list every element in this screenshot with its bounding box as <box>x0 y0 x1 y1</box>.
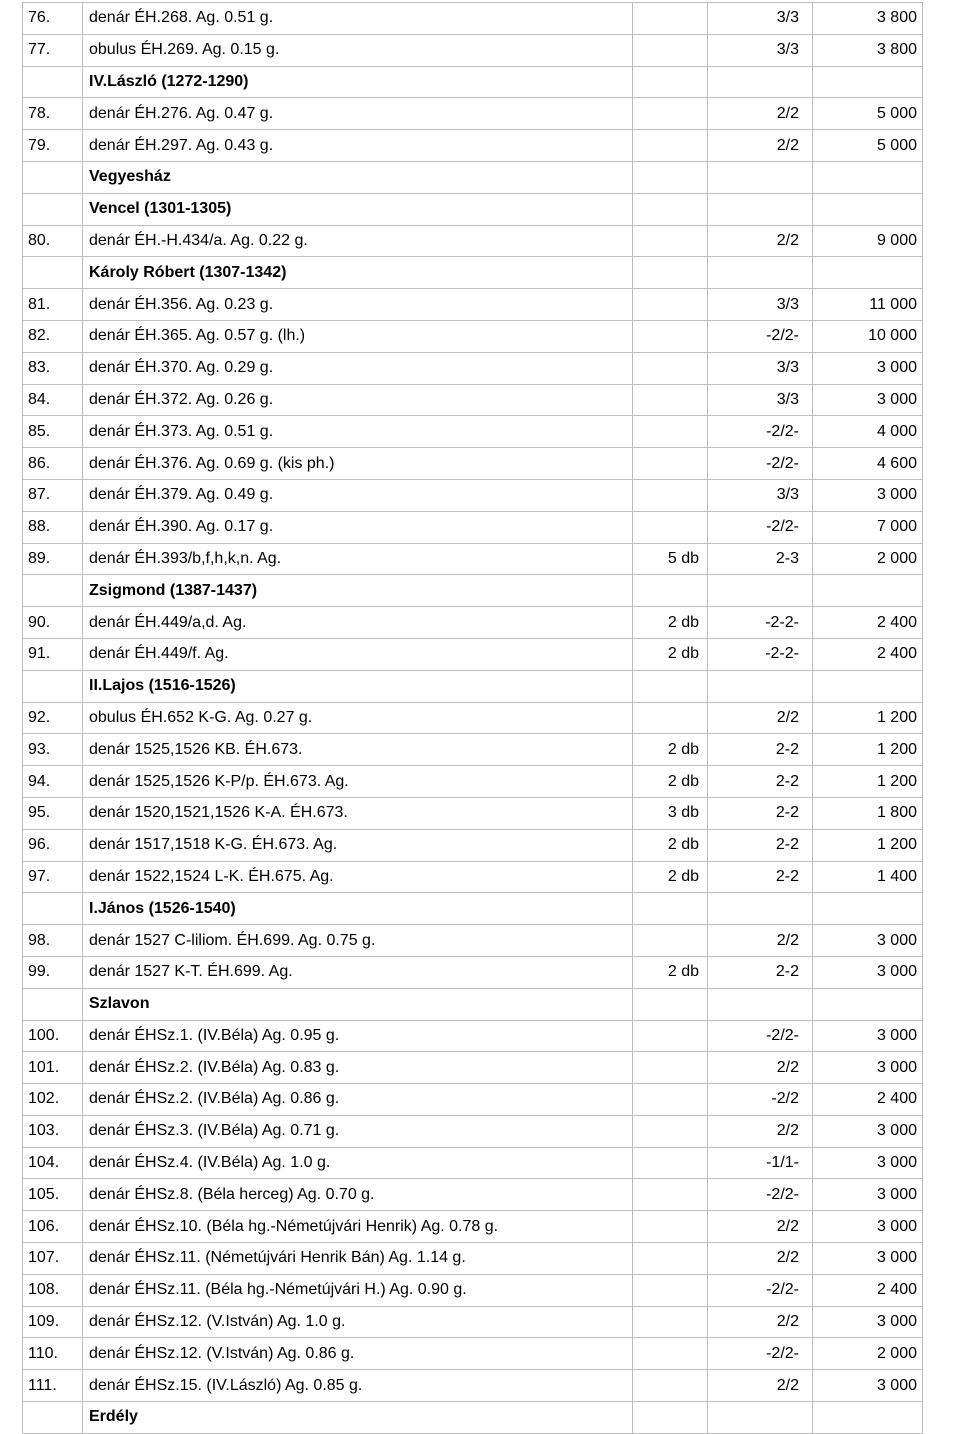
item-grade: -1/1- <box>708 1147 813 1179</box>
item-number: 104. <box>23 1147 83 1179</box>
item-quantity <box>633 416 708 448</box>
item-number: 107. <box>23 1243 83 1275</box>
item-description: obulus ÉH.269. Ag. 0.15 g. <box>83 34 633 66</box>
price-cell <box>813 575 923 607</box>
item-price: 3 000 <box>813 1147 923 1179</box>
section-title: Erdély <box>83 1402 633 1434</box>
item-quantity: 2 db <box>633 734 708 766</box>
item-grade: 2-2 <box>708 766 813 798</box>
table-row <box>23 130 923 162</box>
item-grade: 2/2 <box>708 1211 813 1243</box>
item-quantity: 2 db <box>633 956 708 988</box>
item-price: 2 000 <box>813 543 923 575</box>
table-row <box>23 34 923 66</box>
section-header-row <box>23 575 923 607</box>
item-description: denár ÉH.376. Ag. 0.69 g. (kis ph.) <box>83 448 633 480</box>
qty-cell <box>633 161 708 193</box>
section-title: Károly Róbert (1307-1342) <box>83 257 633 289</box>
section-title: II.Lajos (1516-1526) <box>83 670 633 702</box>
item-description: denár 1520,1521,1526 K-A. ÉH.673. <box>83 797 633 829</box>
table-row <box>23 543 923 575</box>
qty-cell <box>633 893 708 925</box>
item-price: 2 400 <box>813 607 923 639</box>
item-quantity: 2 db <box>633 861 708 893</box>
item-description: denár ÉHSz.2. (IV.Béla) Ag. 0.86 g. <box>83 1084 633 1116</box>
item-quantity <box>633 289 708 321</box>
grade-cell <box>708 893 813 925</box>
table-row <box>23 638 923 670</box>
table-row <box>23 1147 923 1179</box>
item-description: denár ÉHSz.15. (IV.László) Ag. 0.85 g. <box>83 1370 633 1402</box>
item-quantity <box>633 98 708 130</box>
item-quantity <box>633 1243 708 1275</box>
item-grade: 3/3 <box>708 34 813 66</box>
item-quantity <box>633 34 708 66</box>
item-grade: 2/2 <box>708 702 813 734</box>
item-grade: 2/2 <box>708 1306 813 1338</box>
table-row <box>23 1179 923 1211</box>
item-description: denár ÉHSz.8. (Béla herceg) Ag. 0.70 g. <box>83 1179 633 1211</box>
table-body <box>23 3 923 1434</box>
price-cell <box>813 670 923 702</box>
item-grade: 2/2 <box>708 1370 813 1402</box>
item-price: 1 200 <box>813 766 923 798</box>
item-quantity <box>633 1179 708 1211</box>
item-number: 95. <box>23 797 83 829</box>
item-price: 3 000 <box>813 1370 923 1402</box>
item-description: denár ÉHSz.4. (IV.Béla) Ag. 1.0 g. <box>83 1147 633 1179</box>
item-quantity <box>633 1338 708 1370</box>
item-price: 5 000 <box>813 130 923 162</box>
item-grade: -2/2- <box>708 1274 813 1306</box>
item-grade: 2-2 <box>708 956 813 988</box>
table-row <box>23 511 923 543</box>
table-row <box>23 1370 923 1402</box>
section-header-row <box>23 893 923 925</box>
item-number: 88. <box>23 511 83 543</box>
item-price: 3 800 <box>813 34 923 66</box>
item-quantity <box>633 1052 708 1084</box>
item-quantity <box>633 130 708 162</box>
item-price: 3 000 <box>813 1211 923 1243</box>
table-row <box>23 416 923 448</box>
section-title: IV.László (1272-1290) <box>83 66 633 98</box>
section-header-row <box>23 66 923 98</box>
num-cell <box>23 66 83 98</box>
item-grade: 2-2 <box>708 861 813 893</box>
item-grade: 2/2 <box>708 225 813 257</box>
item-grade: -2/2- <box>708 320 813 352</box>
num-cell <box>23 575 83 607</box>
item-number: 84. <box>23 384 83 416</box>
item-number: 85. <box>23 416 83 448</box>
item-quantity <box>633 320 708 352</box>
item-price: 7 000 <box>813 511 923 543</box>
item-price: 1 200 <box>813 702 923 734</box>
item-quantity <box>633 448 708 480</box>
item-grade: -2/2- <box>708 1020 813 1052</box>
item-price: 3 000 <box>813 352 923 384</box>
table-row <box>23 861 923 893</box>
num-cell <box>23 670 83 702</box>
section-header-row <box>23 161 923 193</box>
item-grade: -2-2- <box>708 607 813 639</box>
section-title: I.János (1526-1540) <box>83 893 633 925</box>
section-title: Vencel (1301-1305) <box>83 193 633 225</box>
item-description: denár ÉH.276. Ag. 0.47 g. <box>83 98 633 130</box>
item-number: 101. <box>23 1052 83 1084</box>
item-number: 87. <box>23 479 83 511</box>
qty-cell <box>633 1402 708 1434</box>
item-description: denár ÉH.372. Ag. 0.26 g. <box>83 384 633 416</box>
item-price: 2 400 <box>813 638 923 670</box>
table-row <box>23 925 923 957</box>
item-grade: 3/3 <box>708 479 813 511</box>
grade-cell <box>708 257 813 289</box>
item-description: denár ÉHSz.1. (IV.Béla) Ag. 0.95 g. <box>83 1020 633 1052</box>
item-number: 100. <box>23 1020 83 1052</box>
item-quantity <box>633 1274 708 1306</box>
qty-cell <box>633 257 708 289</box>
item-number: 82. <box>23 320 83 352</box>
item-description: denár 1522,1524 L-K. ÉH.675. Ag. <box>83 861 633 893</box>
qty-cell <box>633 670 708 702</box>
item-number: 80. <box>23 225 83 257</box>
item-quantity: 2 db <box>633 766 708 798</box>
item-grade: -2/2 <box>708 1084 813 1116</box>
item-description: denár ÉH.379. Ag. 0.49 g. <box>83 479 633 511</box>
table-row <box>23 1306 923 1338</box>
item-description: denár 1517,1518 K-G. ÉH.673. Ag. <box>83 829 633 861</box>
item-grade: 2/2 <box>708 1115 813 1147</box>
item-grade: -2/2- <box>708 1338 813 1370</box>
item-grade: 2-2 <box>708 829 813 861</box>
item-description: denár ÉH.390. Ag. 0.17 g. <box>83 511 633 543</box>
item-quantity <box>633 1306 708 1338</box>
section-header-row <box>23 1402 923 1434</box>
grade-cell <box>708 66 813 98</box>
item-description: denár ÉH.370. Ag. 0.29 g. <box>83 352 633 384</box>
section-title: Szlavon <box>83 988 633 1020</box>
item-description: denár ÉH.393/b,f,h,k,n. Ag. <box>83 543 633 575</box>
price-cell <box>813 161 923 193</box>
table-row <box>23 1115 923 1147</box>
table-row <box>23 1211 923 1243</box>
table-row <box>23 797 923 829</box>
item-description: denár ÉHSz.12. (V.István) Ag. 1.0 g. <box>83 1306 633 1338</box>
item-number: 103. <box>23 1115 83 1147</box>
item-price: 2 400 <box>813 1084 923 1116</box>
item-price: 10 000 <box>813 320 923 352</box>
table-row <box>23 1338 923 1370</box>
item-number: 96. <box>23 829 83 861</box>
grade-cell <box>708 670 813 702</box>
item-price: 11 000 <box>813 289 923 321</box>
item-grade: -2/2- <box>708 511 813 543</box>
item-description: denár ÉHSz.2. (IV.Béla) Ag. 0.83 g. <box>83 1052 633 1084</box>
table-row <box>23 98 923 130</box>
item-quantity <box>633 511 708 543</box>
item-description: denár ÉHSz.12. (V.István) Ag. 0.86 g. <box>83 1338 633 1370</box>
num-cell <box>23 988 83 1020</box>
item-price: 1 800 <box>813 797 923 829</box>
item-number: 83. <box>23 352 83 384</box>
item-number: 110. <box>23 1338 83 1370</box>
item-price: 3 000 <box>813 925 923 957</box>
item-quantity <box>633 925 708 957</box>
item-description: obulus ÉH.652 K-G. Ag. 0.27 g. <box>83 702 633 734</box>
section-title: Vegyesház <box>83 161 633 193</box>
item-quantity <box>633 352 708 384</box>
table-row <box>23 225 923 257</box>
table-row <box>23 1274 923 1306</box>
table-row <box>23 448 923 480</box>
item-number: 94. <box>23 766 83 798</box>
item-quantity <box>633 702 708 734</box>
item-price: 3 800 <box>813 3 923 35</box>
section-header-row <box>23 193 923 225</box>
item-price: 3 000 <box>813 1243 923 1275</box>
item-quantity <box>633 225 708 257</box>
section-header-row <box>23 257 923 289</box>
item-description: denár ÉH.268. Ag. 0.51 g. <box>83 3 633 35</box>
item-grade: -2/2- <box>708 416 813 448</box>
price-cell <box>813 66 923 98</box>
price-cell <box>813 257 923 289</box>
item-price: 3 000 <box>813 479 923 511</box>
section-header-row <box>23 988 923 1020</box>
table-row <box>23 1243 923 1275</box>
item-quantity <box>633 1020 708 1052</box>
item-quantity <box>633 1370 708 1402</box>
item-quantity <box>633 1147 708 1179</box>
item-number: 109. <box>23 1306 83 1338</box>
item-description: denár ÉH.297. Ag. 0.43 g. <box>83 130 633 162</box>
num-cell <box>23 193 83 225</box>
item-number: 77. <box>23 34 83 66</box>
price-cell <box>813 988 923 1020</box>
item-quantity: 5 db <box>633 543 708 575</box>
num-cell <box>23 893 83 925</box>
item-description: denár ÉH.365. Ag. 0.57 g. (lh.) <box>83 320 633 352</box>
grade-cell <box>708 193 813 225</box>
item-quantity <box>633 1115 708 1147</box>
table-row <box>23 3 923 35</box>
item-price: 2 000 <box>813 1338 923 1370</box>
table-row <box>23 766 923 798</box>
item-grade: 3/3 <box>708 352 813 384</box>
qty-cell <box>633 988 708 1020</box>
item-quantity: 2 db <box>633 829 708 861</box>
item-price: 3 000 <box>813 1052 923 1084</box>
item-number: 76. <box>23 3 83 35</box>
item-number: 93. <box>23 734 83 766</box>
item-number: 90. <box>23 607 83 639</box>
price-cell <box>813 193 923 225</box>
item-description: denár ÉH.-H.434/a. Ag. 0.22 g. <box>83 225 633 257</box>
item-description: denár ÉH.373. Ag. 0.51 g. <box>83 416 633 448</box>
item-number: 91. <box>23 638 83 670</box>
grade-cell <box>708 988 813 1020</box>
item-price: 4 600 <box>813 448 923 480</box>
item-quantity: 2 db <box>633 638 708 670</box>
item-number: 97. <box>23 861 83 893</box>
item-description: denár 1527 K-T. ÉH.699. Ag. <box>83 956 633 988</box>
item-quantity <box>633 3 708 35</box>
item-description: denár ÉHSz.3. (IV.Béla) Ag. 0.71 g. <box>83 1115 633 1147</box>
item-description: denár 1525,1526 KB. ÉH.673. <box>83 734 633 766</box>
item-description: denár 1525,1526 K-P/p. ÉH.673. Ag. <box>83 766 633 798</box>
table-row <box>23 1020 923 1052</box>
grade-cell <box>708 1402 813 1434</box>
item-number: 99. <box>23 956 83 988</box>
item-grade: 2-2 <box>708 797 813 829</box>
item-grade: 3/3 <box>708 3 813 35</box>
table-row <box>23 956 923 988</box>
item-grade: 2/2 <box>708 130 813 162</box>
item-number: 86. <box>23 448 83 480</box>
item-price: 3 000 <box>813 1020 923 1052</box>
table-row <box>23 352 923 384</box>
table-row <box>23 1052 923 1084</box>
item-number: 108. <box>23 1274 83 1306</box>
item-price: 1 200 <box>813 829 923 861</box>
item-description: denár ÉHSz.11. (Németújvári Henrik Bán) Ag. 1.14 g. <box>83 1243 633 1275</box>
item-description: denár ÉHSz.11. (Béla hg.-Németújvári H.) Ag. 0.90 g. <box>83 1274 633 1306</box>
item-price: 9 000 <box>813 225 923 257</box>
item-description: denár 1527 C-liliom. ÉH.699. Ag. 0.75 g. <box>83 925 633 957</box>
section-title: Zsigmond (1387-1437) <box>83 575 633 607</box>
item-price: 2 400 <box>813 1274 923 1306</box>
item-quantity <box>633 384 708 416</box>
item-number: 102. <box>23 1084 83 1116</box>
item-number: 105. <box>23 1179 83 1211</box>
coin-price-table <box>22 2 923 1434</box>
item-grade: 2/2 <box>708 98 813 130</box>
item-number: 98. <box>23 925 83 957</box>
item-grade: -2-2- <box>708 638 813 670</box>
table-row <box>23 702 923 734</box>
item-description: denár ÉH.449/f. Ag. <box>83 638 633 670</box>
item-grade: 3/3 <box>708 384 813 416</box>
qty-cell <box>633 575 708 607</box>
item-price: 3 000 <box>813 1115 923 1147</box>
item-quantity <box>633 1211 708 1243</box>
table-row <box>23 320 923 352</box>
item-grade: 2/2 <box>708 1243 813 1275</box>
item-number: 79. <box>23 130 83 162</box>
item-number: 89. <box>23 543 83 575</box>
item-grade: 2-3 <box>708 543 813 575</box>
item-number: 92. <box>23 702 83 734</box>
item-price: 3 000 <box>813 956 923 988</box>
table-row <box>23 734 923 766</box>
grade-cell <box>708 575 813 607</box>
table-row <box>23 384 923 416</box>
grade-cell <box>708 161 813 193</box>
item-grade: 3/3 <box>708 289 813 321</box>
item-price: 3 000 <box>813 1306 923 1338</box>
item-grade: 2/2 <box>708 1052 813 1084</box>
item-price: 4 000 <box>813 416 923 448</box>
item-description: denár ÉH.356. Ag. 0.23 g. <box>83 289 633 321</box>
num-cell <box>23 1402 83 1434</box>
item-quantity <box>633 1084 708 1116</box>
item-quantity <box>633 479 708 511</box>
item-grade: -2/2- <box>708 448 813 480</box>
item-number: 106. <box>23 1211 83 1243</box>
num-cell <box>23 257 83 289</box>
item-description: denár ÉH.449/a,d. Ag. <box>83 607 633 639</box>
price-cell <box>813 893 923 925</box>
table-row <box>23 1084 923 1116</box>
section-header-row <box>23 670 923 702</box>
item-price: 1 400 <box>813 861 923 893</box>
item-number: 78. <box>23 98 83 130</box>
table-row <box>23 829 923 861</box>
price-cell <box>813 1402 923 1434</box>
num-cell <box>23 161 83 193</box>
item-price: 3 000 <box>813 384 923 416</box>
item-grade: 2-2 <box>708 734 813 766</box>
item-price: 3 000 <box>813 1179 923 1211</box>
table-row <box>23 289 923 321</box>
item-quantity: 2 db <box>633 607 708 639</box>
item-price: 5 000 <box>813 98 923 130</box>
table-row <box>23 607 923 639</box>
item-number: 111. <box>23 1370 83 1402</box>
item-price: 1 200 <box>813 734 923 766</box>
item-description: denár ÉHSz.10. (Béla hg.-Németújvári Henrik) Ag. 0.78 g. <box>83 1211 633 1243</box>
qty-cell <box>633 193 708 225</box>
qty-cell <box>633 66 708 98</box>
item-grade: -2/2- <box>708 1179 813 1211</box>
item-number: 81. <box>23 289 83 321</box>
item-quantity: 3 db <box>633 797 708 829</box>
item-grade: 2/2 <box>708 925 813 957</box>
table-row <box>23 479 923 511</box>
